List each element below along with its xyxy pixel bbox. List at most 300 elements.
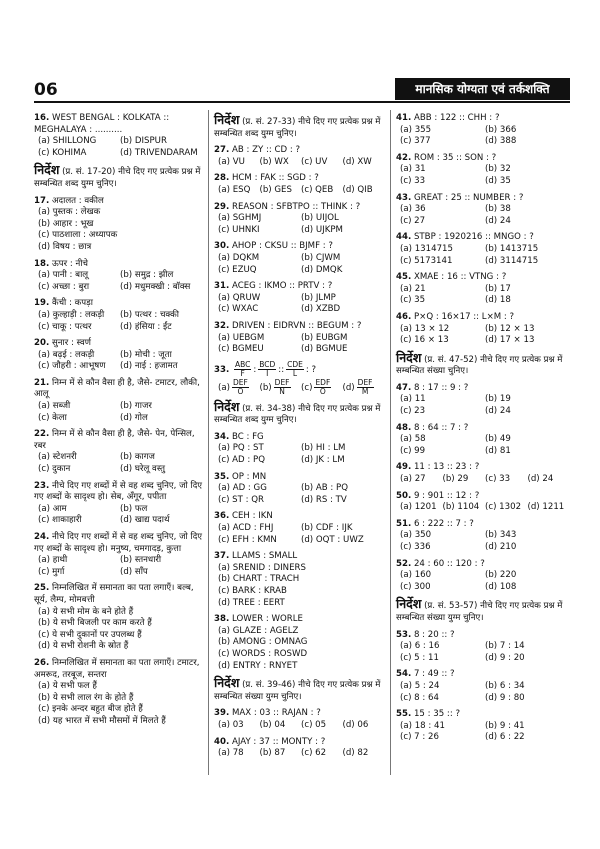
option[interactable]: (b) 32 xyxy=(485,164,511,175)
option[interactable]: (d) हंसिया : ईंट xyxy=(120,321,172,332)
question-number: 18. xyxy=(34,258,50,269)
question-stem xyxy=(214,361,384,378)
option[interactable]: (d) ENTRY : RNYET xyxy=(218,660,298,671)
option[interactable]: (d) घरेलू वस्तु xyxy=(120,464,166,475)
option[interactable]: (c) इनके अन्दर बहुत बीज होते हैं xyxy=(38,704,143,715)
option[interactable]: (d) JK : LM xyxy=(301,455,345,466)
option[interactable]: (a) पुस्तक : लेखक xyxy=(38,207,101,218)
option[interactable]: (b) 7 : 14 xyxy=(485,641,525,652)
options-list xyxy=(214,185,384,197)
option[interactable]: (a) स्टेशनरी xyxy=(38,452,77,463)
fraction-denominator: F xyxy=(240,368,245,378)
fraction-numerator: DEF xyxy=(357,377,373,387)
option[interactable]: (c) 62 xyxy=(301,748,327,759)
option[interactable]: (b) DISPUR xyxy=(120,136,167,147)
option[interactable]: (c) केला xyxy=(38,412,67,423)
option[interactable]: (b) 343 xyxy=(485,530,517,541)
option[interactable]: (a) 350 xyxy=(400,530,432,541)
option[interactable]: (c) पाठशाला : अध्यापक xyxy=(38,230,118,241)
option[interactable]: (d) 6 : 22 xyxy=(485,732,525,743)
options-list xyxy=(34,555,202,578)
option[interactable]: (d) 06 xyxy=(342,719,369,730)
option[interactable]: (a) 13 × 12 xyxy=(400,323,450,334)
fraction-numerator: BCD xyxy=(259,359,276,369)
question-number: 27. xyxy=(214,145,230,156)
option[interactable]: (b) फल xyxy=(120,503,148,514)
option[interactable]: (a) 31 xyxy=(400,164,426,175)
option[interactable] xyxy=(260,379,302,396)
question-text: OP : MN xyxy=(231,471,267,482)
fraction xyxy=(258,361,276,378)
option[interactable]: (b) आहार : भूख xyxy=(38,218,94,229)
option[interactable]: (a) आम xyxy=(38,503,67,514)
option[interactable]: (c) मुर्गा xyxy=(38,566,65,577)
option[interactable]: (d) 82 xyxy=(342,748,369,759)
question-text: P×Q : 16×17 :: L×M : ? xyxy=(413,311,515,322)
option[interactable]: (a) QRUW xyxy=(218,292,261,303)
option[interactable]: (c) 33 xyxy=(400,175,426,186)
option[interactable]: (b) 38 xyxy=(485,204,511,215)
question-stem xyxy=(34,583,202,606)
option[interactable]: (d) साँप xyxy=(120,566,148,577)
option[interactable]: (a) ESQ xyxy=(218,184,251,195)
question xyxy=(396,559,570,594)
question-text: कैंची : कपड़ा xyxy=(51,298,93,309)
option[interactable]: (a) 21 xyxy=(400,283,426,294)
option[interactable]: (c) ST : QR xyxy=(218,494,264,505)
separator: : xyxy=(253,364,257,375)
question-text: AHOP : CKSU :: BJMF : ? xyxy=(231,241,333,252)
directions-text: (प्र. सं. 17-20) नीचे दिए गए प्रत्येक प्रश्न में सम्बन्धित शब्द युग्म चुनिए। xyxy=(34,167,201,189)
question xyxy=(396,709,570,744)
question-number: 35. xyxy=(214,471,230,482)
option[interactable]: (b) गाजर xyxy=(120,401,152,412)
option[interactable]: (d) TRIVENDARAM xyxy=(120,147,198,158)
option[interactable]: (a) ये सभी फल हैं xyxy=(38,681,97,692)
option[interactable]: (d) XW xyxy=(342,156,372,167)
option[interactable]: (d) 210 xyxy=(485,542,517,552)
option[interactable]: (d) BGMUE xyxy=(301,344,348,355)
question-number: 23. xyxy=(34,480,50,491)
question-text: AJAY : 37 :: MONTY : ? xyxy=(231,736,326,747)
option[interactable]: (a) सब्जी xyxy=(38,401,71,412)
option[interactable]: (b) AB : PQ xyxy=(301,483,348,494)
options-list xyxy=(214,333,384,356)
option[interactable]: (c) अच्छा : बुरा xyxy=(38,281,90,292)
option[interactable]: (d) UJKPM xyxy=(301,224,343,235)
question-text: CEH : IKN xyxy=(231,511,273,522)
question xyxy=(34,259,202,294)
directions-heading: निर्देश xyxy=(214,398,240,414)
option[interactable]: (a) हाथी xyxy=(38,555,68,566)
option[interactable]: (c) AD : PQ xyxy=(218,455,265,466)
option[interactable]: (a) 36 xyxy=(400,204,426,215)
question-stem xyxy=(214,432,384,444)
question-number: 29. xyxy=(214,201,230,212)
option[interactable]: (a) UEBGM xyxy=(218,332,265,343)
question-number: 24. xyxy=(34,532,50,542)
question-number: 33. xyxy=(214,364,230,375)
option[interactable]: (c) 16 × 13 xyxy=(400,335,449,346)
option[interactable]: (c) BGMEU xyxy=(218,344,264,355)
question-text: 11 : 13 :: 23 : ? xyxy=(413,462,480,473)
option[interactable]: (d) DMQK xyxy=(301,264,343,275)
option[interactable]: (d) RS : TV xyxy=(301,494,347,505)
options-list xyxy=(396,502,570,514)
question-text: निम्नलिखित में समानता का पता लगाएँ। बल्ब, सूर्य, लैम्प, मोमबत्ती xyxy=(34,583,194,605)
fraction xyxy=(286,361,304,378)
directions-text: (प्र. सं. 39-46) नीचे दिए गए प्रत्येक प्रश्न में सम्बन्धित संख्या युग्म चुनिए। xyxy=(214,680,381,702)
question-stem xyxy=(396,462,570,474)
options-list xyxy=(396,394,570,417)
option[interactable]: (b) मोची : जूता xyxy=(120,349,172,360)
option[interactable]: (b) 87 xyxy=(259,748,286,759)
question-number: 17. xyxy=(34,195,50,206)
option[interactable]: (a) कुल्हाड़ी : लकड़ी xyxy=(38,309,105,320)
options-list xyxy=(214,523,384,546)
option[interactable]: (b) 1104 xyxy=(442,502,480,513)
option[interactable]: (a) 160 xyxy=(400,570,432,581)
question-number: 28. xyxy=(214,173,230,184)
option[interactable]: (d) 1211 xyxy=(527,502,565,513)
fraction-denominator: I xyxy=(266,368,269,378)
option[interactable]: (b) ये सभी लाल रंग के होते हैं xyxy=(38,692,134,703)
question-text: HCM : FAK :: SGD : ? xyxy=(231,173,319,184)
question-stem xyxy=(396,669,570,681)
directions-block xyxy=(214,114,384,140)
options-list xyxy=(214,563,384,609)
option[interactable]: (d) OQT : UWZ xyxy=(301,534,364,545)
question-stem xyxy=(214,737,384,749)
option[interactable]: (a) PQ : ST xyxy=(218,443,264,454)
option[interactable]: (c) ये सभी दुकानों पर उपलब्ध हैं xyxy=(38,629,142,640)
option[interactable]: (b) EUBGM xyxy=(301,332,348,343)
option[interactable]: (b) ये सभी बिजली पर काम करते हैं xyxy=(38,618,152,629)
directions-heading: निर्देश xyxy=(214,112,240,127)
options-list xyxy=(396,324,570,347)
fraction xyxy=(234,361,251,378)
question-number: 21. xyxy=(34,377,50,388)
options-list xyxy=(396,204,570,227)
option[interactable]: (b) 366 xyxy=(485,124,517,135)
option[interactable]: (c) 7 : 26 xyxy=(400,732,439,743)
question-stem xyxy=(34,259,202,271)
option[interactable]: (b) 19 xyxy=(485,394,511,405)
question-number: 49. xyxy=(396,462,412,473)
question-number: 34. xyxy=(214,431,230,442)
question-stem xyxy=(396,630,570,642)
question xyxy=(396,153,570,188)
question-text: BC : FG xyxy=(231,431,264,442)
option[interactable]: (c) 8 : 64 xyxy=(400,692,439,703)
option[interactable]: (a) 1201 xyxy=(400,502,437,513)
option[interactable]: (c) 23 xyxy=(400,406,426,417)
option[interactable]: (b) 220 xyxy=(485,570,517,581)
option[interactable]: (d) 81 xyxy=(485,445,511,456)
option[interactable]: (a) 355 xyxy=(400,124,432,135)
option[interactable]: (d) 24 xyxy=(485,215,511,226)
question xyxy=(214,472,384,507)
question-stem xyxy=(34,658,202,681)
directions-text: (प्र. सं. 47-52) नीचे दिए गए प्रत्येक प्रश्न में सम्बन्धित संख्या चुनिए। xyxy=(396,354,563,377)
question-text: अदालत : वकील xyxy=(51,195,104,206)
option[interactable]: (b) AMONG : OMNAG xyxy=(218,637,308,648)
option[interactable]: (b) UIJOL xyxy=(301,213,339,224)
options-list xyxy=(34,207,202,253)
question-number: 43. xyxy=(396,192,412,203)
directions-heading: निर्देश xyxy=(396,596,422,612)
question-text: MAX : 03 :: RAJAN : ? xyxy=(231,708,321,719)
option[interactable]: (a) 78 xyxy=(218,748,244,759)
question-stem xyxy=(396,232,570,244)
options-list xyxy=(396,164,570,187)
option[interactable]: (d) 9 : 80 xyxy=(485,692,525,703)
option[interactable]: (c) जौहरी : आभूषण xyxy=(38,361,106,372)
option[interactable]: (c) चाकू : पत्थर xyxy=(38,321,92,332)
option[interactable]: (b) CJWM xyxy=(301,252,341,263)
option[interactable]: (c) EZUQ xyxy=(218,264,257,275)
option[interactable]: (b) 12 × 13 xyxy=(485,323,535,334)
option[interactable]: (b) समुद्र : झील xyxy=(120,270,174,281)
question-stem xyxy=(34,481,202,504)
question-text: REASON : SFBTPO :: THINK : ? xyxy=(231,201,361,212)
question-stem xyxy=(214,708,384,720)
option[interactable]: (a) GLAZE : AGELZ xyxy=(218,625,299,636)
option[interactable]: (b) स्तनधारी xyxy=(120,555,162,566)
options-list xyxy=(34,607,202,653)
option[interactable]: (a) ये सभी मोम के बने होते हैं xyxy=(38,606,134,617)
option[interactable]: (a) 5 : 24 xyxy=(400,680,440,691)
question-number: 16. xyxy=(34,113,50,123)
fraction-denominator: O xyxy=(237,386,244,396)
option[interactable]: (c) 5173141 xyxy=(400,255,453,266)
option[interactable]: (a) SRENID : DINERS xyxy=(218,562,306,573)
question-text: AB : ZY :: CD : ? xyxy=(231,145,301,156)
question xyxy=(396,462,570,485)
option[interactable]: (c) UV xyxy=(301,156,328,167)
option[interactable]: (d) यह भारत में सभी मौसमों में मिलते हैं xyxy=(38,715,166,726)
option[interactable]: (a) SHILLONG xyxy=(38,136,97,147)
options-list xyxy=(34,681,202,727)
option[interactable]: (b) CDF : IJK xyxy=(301,523,353,534)
option[interactable]: (c) 1302 xyxy=(485,502,522,513)
option[interactable]: (d) 35 xyxy=(485,175,511,186)
option[interactable]: (b) HI : LM xyxy=(301,443,346,454)
question-stem xyxy=(34,532,202,555)
option[interactable]: (d) QIB xyxy=(342,184,373,195)
question-text: 8 : 20 :: ? xyxy=(413,629,455,640)
question xyxy=(34,481,202,527)
question-stem xyxy=(396,559,570,571)
directions-block xyxy=(34,164,202,190)
option[interactable]: (a) AD : GG xyxy=(218,483,267,494)
option[interactable]: (d) TREE : EERT xyxy=(218,597,285,608)
options-list xyxy=(214,253,384,276)
question-number: 53. xyxy=(396,629,412,640)
question-stem xyxy=(214,472,384,484)
option[interactable]: (a) पानी : बालू xyxy=(38,270,89,281)
option[interactable]: (b) 1413715 xyxy=(485,243,539,254)
fraction-numerator: DEF xyxy=(232,377,248,387)
option[interactable]: (b) 17 xyxy=(485,283,511,294)
question xyxy=(34,583,202,653)
question-text: XMAE : 16 :: VTNG : ? xyxy=(413,272,507,283)
question xyxy=(396,383,570,418)
option[interactable]: (d) XZBD xyxy=(301,304,341,315)
option[interactable]: (c) KOHIMA xyxy=(38,147,87,158)
option[interactable]: (a) 58 xyxy=(400,434,426,445)
option[interactable]: (b) 6 : 34 xyxy=(485,680,525,691)
question xyxy=(34,532,202,578)
option[interactable]: (b) पत्थर : चक्की xyxy=(120,309,179,320)
directions-heading: निर्देश xyxy=(34,162,60,178)
option[interactable]: (a) VU xyxy=(218,156,245,167)
option[interactable]: (c) WXAC xyxy=(218,304,259,315)
options-list xyxy=(396,641,570,664)
option[interactable]: (d) खाद्य पदार्थ xyxy=(120,515,170,526)
question-stem xyxy=(396,272,570,284)
option[interactable]: (d) 24 xyxy=(485,406,511,417)
question-text: 6 : 222 :: 7 : ? xyxy=(413,518,474,529)
options-list xyxy=(396,284,570,307)
option[interactable]: (b) 49 xyxy=(485,434,511,445)
option-label: (d) xyxy=(342,382,355,393)
option[interactable]: (c) 27 xyxy=(400,215,426,226)
question xyxy=(214,551,384,609)
options-list xyxy=(214,293,384,316)
options-list xyxy=(214,626,384,672)
question-stem xyxy=(34,378,202,401)
option[interactable]: (c) 5 : 11 xyxy=(400,652,439,663)
question-stem xyxy=(396,383,570,395)
option[interactable]: (b) 04 xyxy=(259,719,286,730)
option[interactable]: (d) नाई : हजामत xyxy=(120,361,178,372)
option[interactable]: (c) 300 xyxy=(400,581,431,592)
question-number: 47. xyxy=(396,382,412,393)
option[interactable]: (a) 6 : 16 xyxy=(400,641,440,652)
question-number: 19. xyxy=(34,298,50,309)
question xyxy=(214,202,384,237)
option[interactable]: (a) 03 xyxy=(218,719,244,730)
option[interactable]: (c) UHNKI xyxy=(218,224,260,235)
question-stem xyxy=(214,241,384,253)
option[interactable]: (a) DQKM xyxy=(218,252,260,263)
option[interactable]: (b) कागज xyxy=(120,452,155,463)
option[interactable]: (a) 11 xyxy=(400,394,426,405)
option[interactable]: (d) विषय : छात्र xyxy=(38,241,92,252)
question-text: सुनार : स्वर्ण xyxy=(51,338,91,349)
question-number: 54. xyxy=(396,669,412,680)
separator: :: xyxy=(278,364,285,375)
question xyxy=(396,519,570,554)
option[interactable]: (d) 108 xyxy=(485,581,517,592)
question-text: ऊपर : नीचे xyxy=(51,258,88,269)
question-stem xyxy=(214,614,384,626)
option[interactable] xyxy=(218,379,260,396)
option[interactable]: (c) 377 xyxy=(400,136,431,147)
option[interactable]: (a) ACD : FHJ xyxy=(218,523,274,534)
question-stem xyxy=(396,519,570,531)
option[interactable]: (d) ये सभी रोशनी के स्रोत हैं xyxy=(38,641,129,652)
options-list xyxy=(214,483,384,506)
question-number: 40. xyxy=(214,736,230,747)
question-number: 31. xyxy=(214,281,230,292)
option[interactable]: (c) शाकाहारी xyxy=(38,515,82,526)
question-stem xyxy=(34,429,202,452)
question-number: 50. xyxy=(396,490,412,501)
option[interactable]: (a) 27 xyxy=(400,474,426,485)
option[interactable]: (b) WX xyxy=(259,156,289,167)
option[interactable]: (c) 33 xyxy=(485,474,511,485)
question-stem xyxy=(396,423,570,435)
question-text: GREAT : 25 :: NUMBER : ? xyxy=(413,192,524,203)
option[interactable]: (d) 18 xyxy=(485,295,511,306)
option[interactable]: (c) 336 xyxy=(400,542,431,552)
question-text: 15 : 35 :: ? xyxy=(413,709,461,720)
option[interactable]: (c) 99 xyxy=(400,445,426,456)
options-list xyxy=(214,157,384,169)
option[interactable]: (c) BARK : KRAB xyxy=(218,586,287,596)
option[interactable] xyxy=(343,379,385,396)
option[interactable]: (d) गोल xyxy=(120,412,148,423)
option[interactable]: (b) 9 : 41 xyxy=(485,720,525,731)
fraction xyxy=(314,379,331,396)
option[interactable]: (c) WORDS : ROSWD xyxy=(218,648,308,659)
option[interactable]: (a) 1314715 xyxy=(400,243,453,254)
question xyxy=(214,614,384,672)
option[interactable]: (b) JLMP xyxy=(301,292,336,303)
option[interactable]: (a) 18 : 41 xyxy=(400,720,445,731)
question-stem xyxy=(214,202,384,214)
options-list xyxy=(214,748,384,760)
directions-text: (प्र. सं. 27-33) नीचे दिए गए प्रत्येक प्रश्न में सम्बन्धित शब्द युग्म चुनिए। xyxy=(214,117,381,139)
question-text: DRIVEN : EIDRVN :: BEGUM : ? xyxy=(231,320,362,331)
question-number: 36. xyxy=(214,511,230,522)
option[interactable] xyxy=(301,379,343,396)
option[interactable]: (d) 388 xyxy=(485,136,517,147)
header-rule xyxy=(34,101,570,103)
option[interactable]: (d) मधुमक्खी : बॉक्स xyxy=(120,281,191,292)
option[interactable]: (c) 05 xyxy=(301,719,327,730)
option[interactable]: (b) 29 xyxy=(442,474,469,485)
option[interactable]: (c) 35 xyxy=(400,295,426,306)
question xyxy=(214,737,384,760)
question xyxy=(214,432,384,467)
option[interactable]: (a) SGHMJ xyxy=(218,213,262,224)
question xyxy=(396,272,570,307)
option[interactable]: (d) 3114715 xyxy=(485,255,539,266)
question-number: 30. xyxy=(214,241,230,252)
option[interactable]: (b) GES xyxy=(259,184,292,195)
question-text: LOWER : WORLE xyxy=(231,614,303,625)
directions-block xyxy=(396,598,570,624)
option[interactable]: (d) 17 × 13 xyxy=(485,335,535,346)
question xyxy=(396,491,570,514)
option[interactable]: (b) CHART : TRACH xyxy=(218,574,300,585)
option[interactable]: (c) QEB xyxy=(301,184,334,195)
question xyxy=(214,281,384,316)
question xyxy=(214,173,384,196)
option[interactable]: (d) 24 xyxy=(527,474,554,485)
option[interactable]: (d) 9 : 20 xyxy=(485,652,525,663)
option[interactable]: (c) दुकान xyxy=(38,464,71,475)
option[interactable]: (c) EFH : KMN xyxy=(218,534,277,545)
question-number: 45. xyxy=(396,272,412,283)
option[interactable]: (a) बढ़ई : लकड़ी xyxy=(38,349,95,360)
options-list xyxy=(34,452,202,475)
question xyxy=(34,378,202,424)
question xyxy=(214,708,384,731)
